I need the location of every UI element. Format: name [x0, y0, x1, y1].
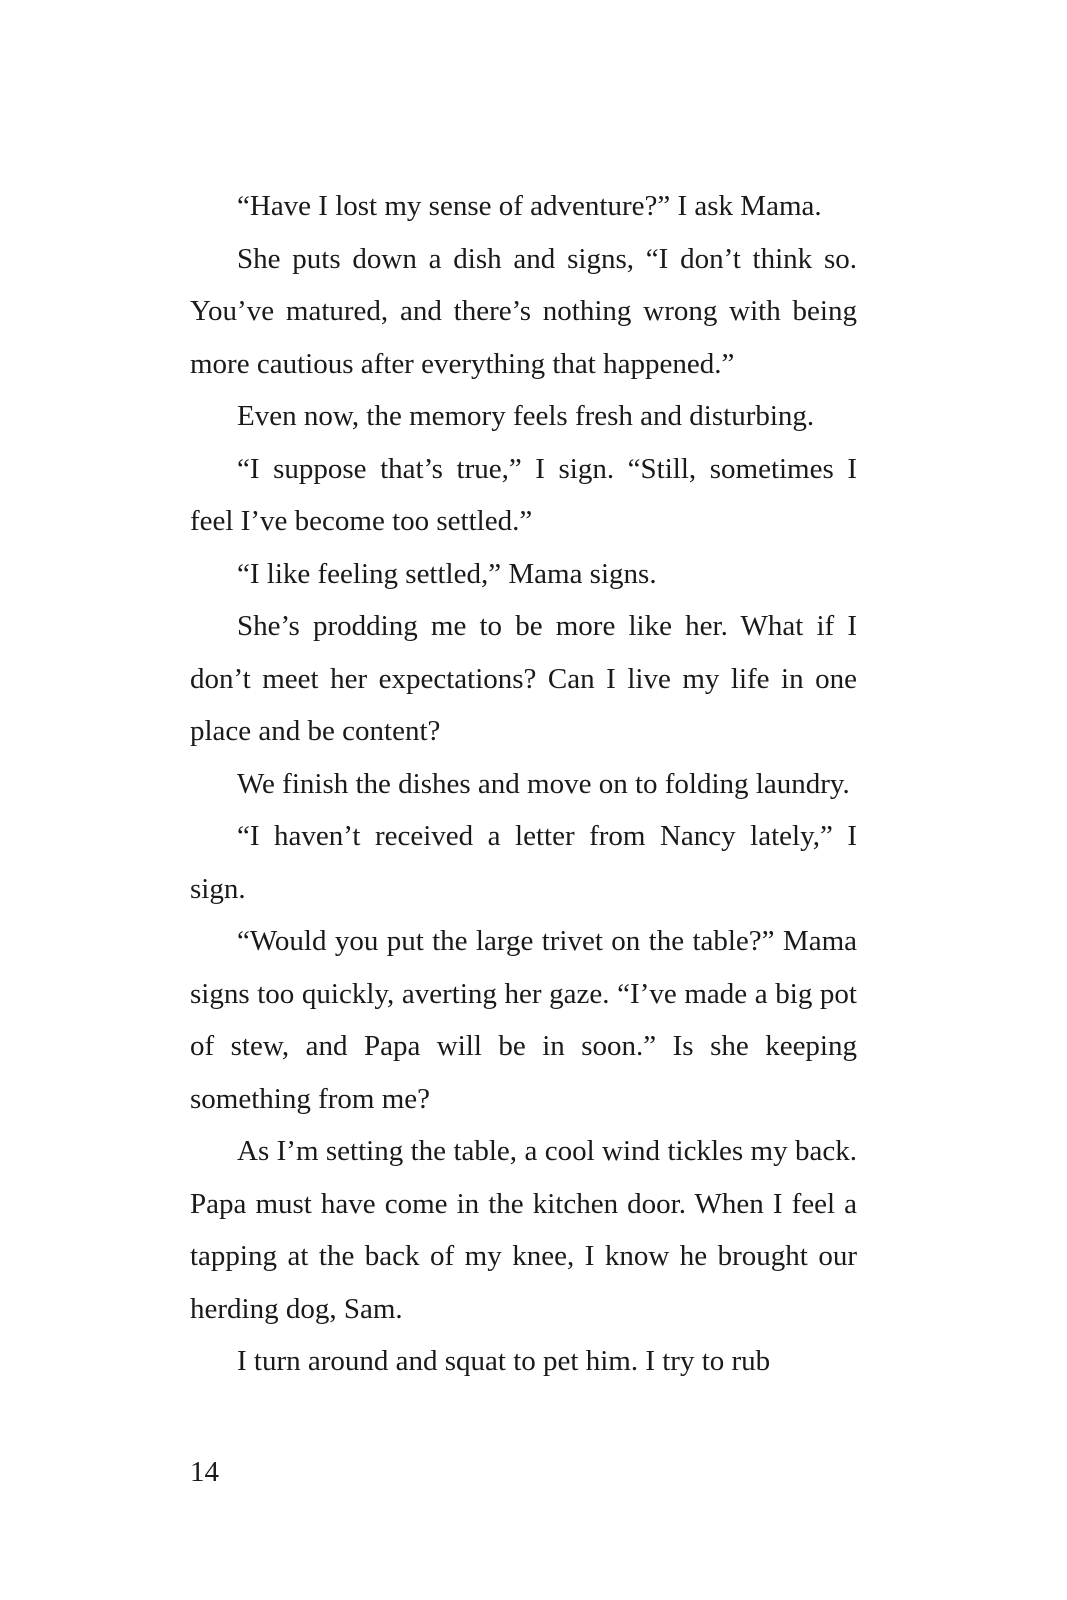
page-number: 14 [190, 1456, 219, 1488]
body-text [190, 180, 857, 1388]
paragraph: I turn around and squat to pet him. I try to rub [237, 1345, 771, 1377]
paragraph: As I’m setting the table, a cool wind tickles my back. Papa must have come in the kitchen door. When I feel a tapping at the back of my knee, I know he brought our herding dog, Sam. [190, 1135, 857, 1325]
paragraph: She puts down a dish and signs, “I don’t think so. You’ve matured, and there’s nothing wrong with being more cautious after everything that happened.” [190, 242, 857, 380]
paragraph: “Would you put the large trivet on the table?” Mama signs too quickly, averting her gaze. “I’ve made a big pot of stew, and Papa will be in soon.” Is she keeping something from me? [190, 925, 857, 1115]
paragraph: “I suppose that’s true,” I sign. “Still, sometimes I feel I’ve become too settled.” [190, 452, 857, 537]
paragraph: “I like feeling settled,” Mama signs. [237, 557, 657, 590]
paragraph: “I haven’t received a letter from Nancy lately,” I sign. [190, 820, 857, 905]
paragraph: We finish the dishes and move on to folding laundry. [237, 767, 850, 800]
paragraph: She’s prodding me to be more like her. What if I don’t meet her expectations? Can I live my life in one place and be content? [190, 610, 857, 747]
paragraph: “Have I lost my sense of adventure?” I ask Mama. [237, 190, 822, 222]
paragraph: Even now, the memory feels fresh and disturbing. [237, 400, 815, 432]
